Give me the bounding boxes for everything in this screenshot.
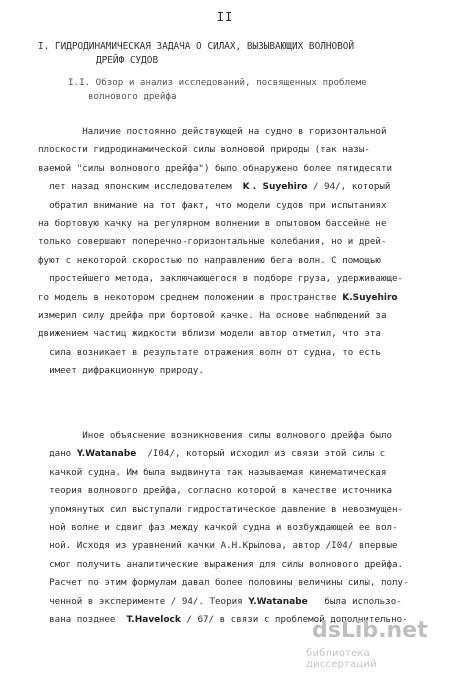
chapter-heading-line1: I. ГИДРОДИНАМИЧЕСКАЯ ЗАДАЧА О СИЛАХ, ВЫЗЫВАЮЩИХ ВОЛНОВОЙ bbox=[38, 41, 355, 52]
text-line bbox=[38, 252, 440, 270]
section-heading-line1: I.I. Обзор и анализ исследований, посвященных проблеме bbox=[68, 77, 367, 88]
text-line bbox=[38, 556, 440, 574]
text-line-part: плоскости гидродинамической силы волновой природы (так назы- bbox=[38, 144, 370, 156]
text-line-part: / 94/, который bbox=[307, 181, 391, 193]
text-line-part: сила возникает в результате отражения волн от судна, то есть bbox=[38, 346, 381, 358]
text-line-part: дано bbox=[38, 448, 77, 460]
text-line bbox=[38, 344, 440, 362]
text-line-part: движением частиц жидкости вблизи модели автор отметил, что эта bbox=[38, 328, 381, 340]
text-line bbox=[38, 270, 440, 288]
chapter-heading bbox=[38, 40, 438, 68]
text-line-part: измерил силу дрейфа при бортовой качке. На основе наблюдений за bbox=[38, 310, 387, 322]
page-number: II bbox=[216, 10, 234, 24]
text-line bbox=[38, 233, 440, 251]
text-line-part: Расчет по этим формулам давал более половины величины силы, полу- bbox=[38, 577, 409, 589]
text-line bbox=[38, 501, 440, 519]
text-line bbox=[38, 289, 440, 307]
text-line bbox=[38, 537, 440, 555]
text-line bbox=[38, 307, 440, 325]
text-line-part: / 67/ в связи с проблемой дополнительно- bbox=[180, 614, 408, 626]
text-line bbox=[38, 178, 440, 196]
text-line bbox=[38, 325, 440, 343]
text-line-part: обратил внимание на тот факт, что модели судов при испытаниях bbox=[38, 199, 387, 211]
text-line bbox=[38, 362, 440, 380]
text-line bbox=[38, 445, 440, 463]
author-name: T.Havelock bbox=[126, 615, 181, 626]
chapter-heading-line2: ДРЕЙФ СУДОВ bbox=[96, 55, 159, 66]
text-line-part: го модель в некотором среднем положении в пространстве bbox=[38, 291, 343, 303]
text-line bbox=[38, 593, 440, 611]
author-name: K . Suyehiro bbox=[242, 182, 308, 193]
watermark-logo: dsLib.net bbox=[312, 618, 428, 643]
author-name: Y.Watanabe bbox=[248, 596, 308, 607]
text-line bbox=[38, 427, 440, 445]
text-line-part: ченной в эксперименте / 94/. Теория bbox=[38, 595, 249, 607]
section-heading bbox=[68, 76, 438, 104]
author-name: K.Suyehiro bbox=[342, 292, 398, 303]
text-line bbox=[38, 464, 440, 482]
text-line bbox=[38, 160, 440, 178]
watermark bbox=[306, 615, 436, 670]
text-line-part: ной. Исходя из уравнений качки А.Н.Крылова, автор /I04/ впервые bbox=[38, 540, 398, 552]
text-line-part: вана позднее bbox=[38, 614, 127, 626]
text-line-part: Иное объяснение возникновения силы волнового дрейфа было bbox=[38, 430, 393, 441]
text-line-part: /I04/, который исходил из связи этой силы с bbox=[136, 448, 386, 460]
author-name: Y.Watanabe bbox=[76, 449, 137, 460]
text-line bbox=[38, 215, 440, 233]
text-line-part: простейшего метода, заключающегося в подборе груза, удерживающе- bbox=[38, 273, 404, 285]
text-line bbox=[38, 482, 440, 500]
paragraph-2 bbox=[38, 427, 440, 629]
text-line bbox=[38, 574, 440, 592]
text-line-part: ной волне и сдвиг фаз между качкой судна и возбуждающей ее вол- bbox=[38, 522, 398, 534]
paragraph-1 bbox=[38, 123, 440, 381]
text-line-part: фуют с некоторой скоростью по направлению бега волн. С помощью bbox=[38, 254, 381, 266]
text-line-part: была использо- bbox=[307, 595, 402, 607]
text-line-part: качкой судна. Им была выдвинута так называемая кинематическая bbox=[38, 466, 387, 478]
text-line-part: Наличие постоянно действующей на судно в горизонтальной bbox=[38, 126, 387, 137]
text-line bbox=[38, 519, 440, 537]
text-line-part: на бортовую качку на регулярном волнении в опытовом бассейне не bbox=[38, 218, 387, 230]
watermark-caption: библиотека диссертаций bbox=[306, 648, 377, 670]
section-heading-line2: волнового дрейфа bbox=[88, 91, 177, 102]
text-line bbox=[38, 123, 440, 141]
text-line-part: ваемой "силы волнового дрейфа") было обнаружено более пятидесяти bbox=[38, 162, 393, 174]
text-line bbox=[38, 141, 440, 159]
text-line bbox=[38, 197, 440, 215]
text-line-part: упомянутых сил выступали гидростатическое давление в невозмущен- bbox=[38, 503, 404, 515]
text-line-part: смог получить аналитические выражения для силы волнового дрейфа. bbox=[38, 558, 404, 570]
text-line-part: имеет дифракционную природу. bbox=[38, 365, 204, 377]
text-line-part: теория волнового дрейфа, согласно которой в качестве источника bbox=[38, 485, 393, 497]
text-line-part: лет назад японским исследователем bbox=[38, 181, 243, 193]
text-line-part: только совершают поперечно-горизонтальные колебания, но и дрей- bbox=[38, 236, 387, 248]
